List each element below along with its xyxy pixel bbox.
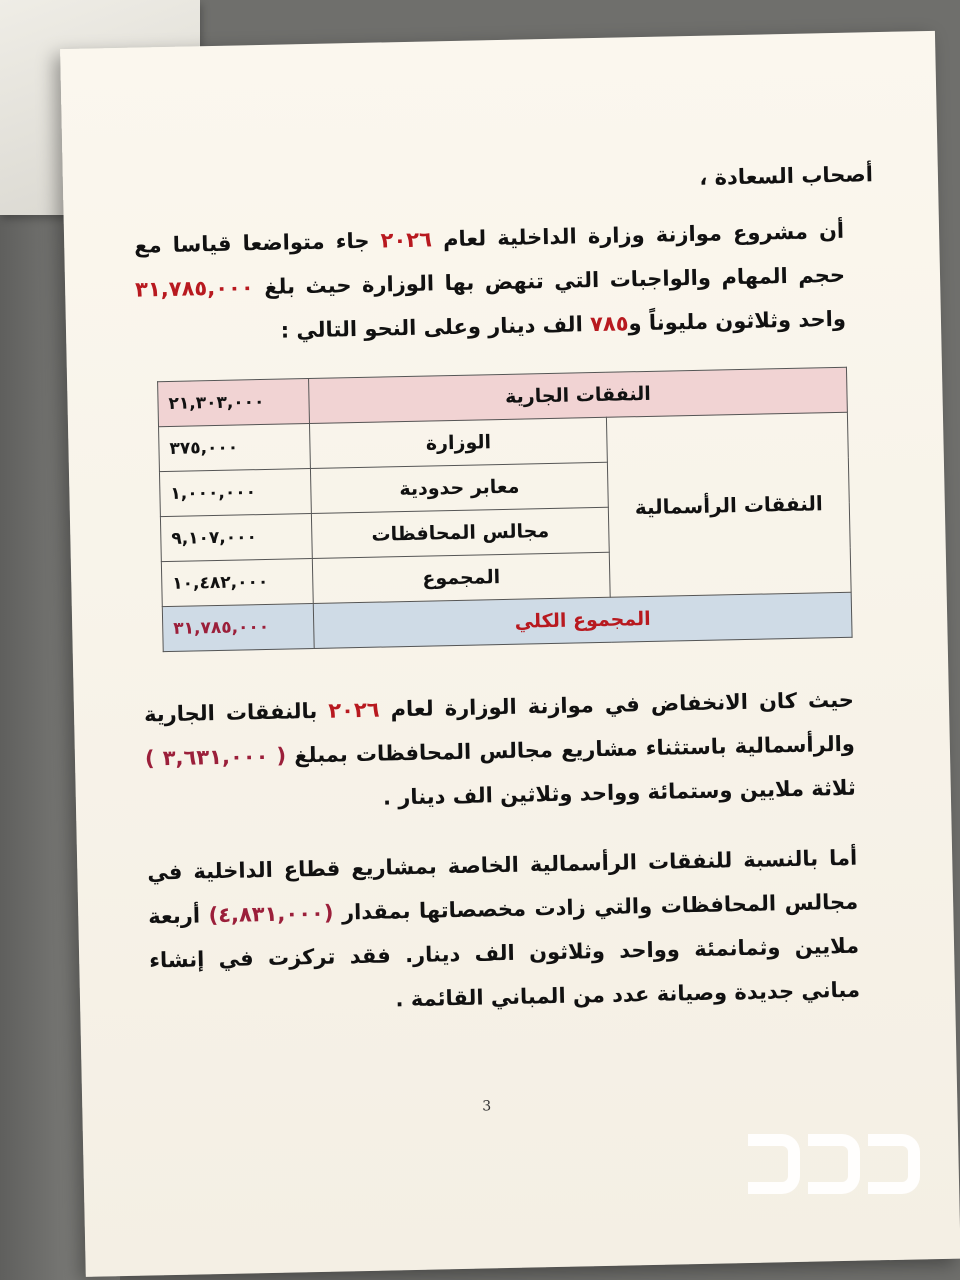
row-amount-subtotal: ١٠,٤٨٢,٠٠٠ (161, 558, 313, 606)
budget-year: ٢٠٢٦ (380, 227, 433, 253)
page-number: 3 (482, 1098, 492, 1115)
intro-paragraph (134, 208, 877, 355)
budget-table (157, 367, 853, 652)
logo-mark-part (868, 1134, 920, 1194)
intro-text-start: أن مشروع موازنة وزارة الداخلية لعام (431, 218, 845, 252)
decrease-text-end: ثلاثة ملايين وستمائة وواحد وثلاثين الف دينار . (382, 775, 856, 810)
decrease-year: ٢٠٢٦ (328, 697, 380, 723)
intro-words-a: واحد وثلاثون مليوناً و (628, 306, 847, 336)
row-label-border-crossings: معابر حدودية (310, 462, 608, 513)
total-budget-figure: ٣١,٧٨٥,٠٠٠ (134, 275, 254, 302)
salutation: أصحاب السعادة ، (699, 162, 874, 190)
capital-increase-figure: (٤,٨٣١,٠٠٠) (208, 900, 334, 928)
decrease-text-mid: بالنفقات الجارية والرأسمالية باستثناء مشاريع مجالس المحافظات بمبلغ (143, 698, 856, 768)
decrease-paragraph (144, 677, 887, 824)
current-expenses-label: النفقات الجارية (309, 367, 848, 423)
grand-total-label: المجموع الكلي (313, 592, 852, 648)
intro-words-b: الف دينار وعلى النحو التالي : (280, 312, 591, 343)
intro-text-mid: جاء متواضعا قياسا مع حجم المهام والواجبات التي تنهض بها الوزارة حيث بلغ (133, 228, 846, 300)
decrease-figure: ( ٣,٦٣١,٠٠٠ ) (144, 743, 287, 771)
capital-text-end: أربعة ملايين وثمانمئة وواحد وثلاثون الف دينار. فقد تركزت في إنشاء مباني جديدة وصيانة عدد من المباني القائمة . (148, 903, 861, 1012)
grand-total-amount: ٣١,٧٨٥,٠٠٠ (162, 603, 314, 651)
row-amount-ministry: ٣٧٥,٠٠٠ (159, 424, 311, 472)
capital-paragraph (147, 835, 891, 1026)
capital-expenses-label: النفقات الرأسمالية (606, 412, 851, 597)
row-amount-border-crossings: ١,٠٠٠,٠٠٠ (159, 469, 311, 517)
decrease-text-start: حيث كان الانخفاض في موازنة الوزارة لعام (379, 687, 855, 722)
logo-mark-part (748, 1134, 800, 1194)
capital-text-start: أما بالنسبة للنفقات الرأسمالية الخاصة بمشاريع قطاع الداخلية في مجالس المحافظات والتي زادت مخصصاتها بمقدار (147, 845, 859, 925)
current-expenses-amount: ٢١,٣٠٣,٠٠٠ (158, 379, 310, 427)
logo-mark-part (808, 1134, 860, 1194)
watermark-logo (748, 1134, 920, 1194)
letter-body (133, 152, 891, 1052)
thousands-figure: ٧٨٥ (589, 311, 629, 337)
row-label-provincial-councils: مجالس المحافظات (311, 507, 609, 558)
row-label-ministry: الوزارة (309, 417, 607, 468)
row-amount-provincial-councils: ٩,١٠٧,٠٠٠ (160, 514, 312, 562)
row-label-subtotal: المجموع (312, 552, 610, 603)
document-page (60, 31, 960, 1277)
